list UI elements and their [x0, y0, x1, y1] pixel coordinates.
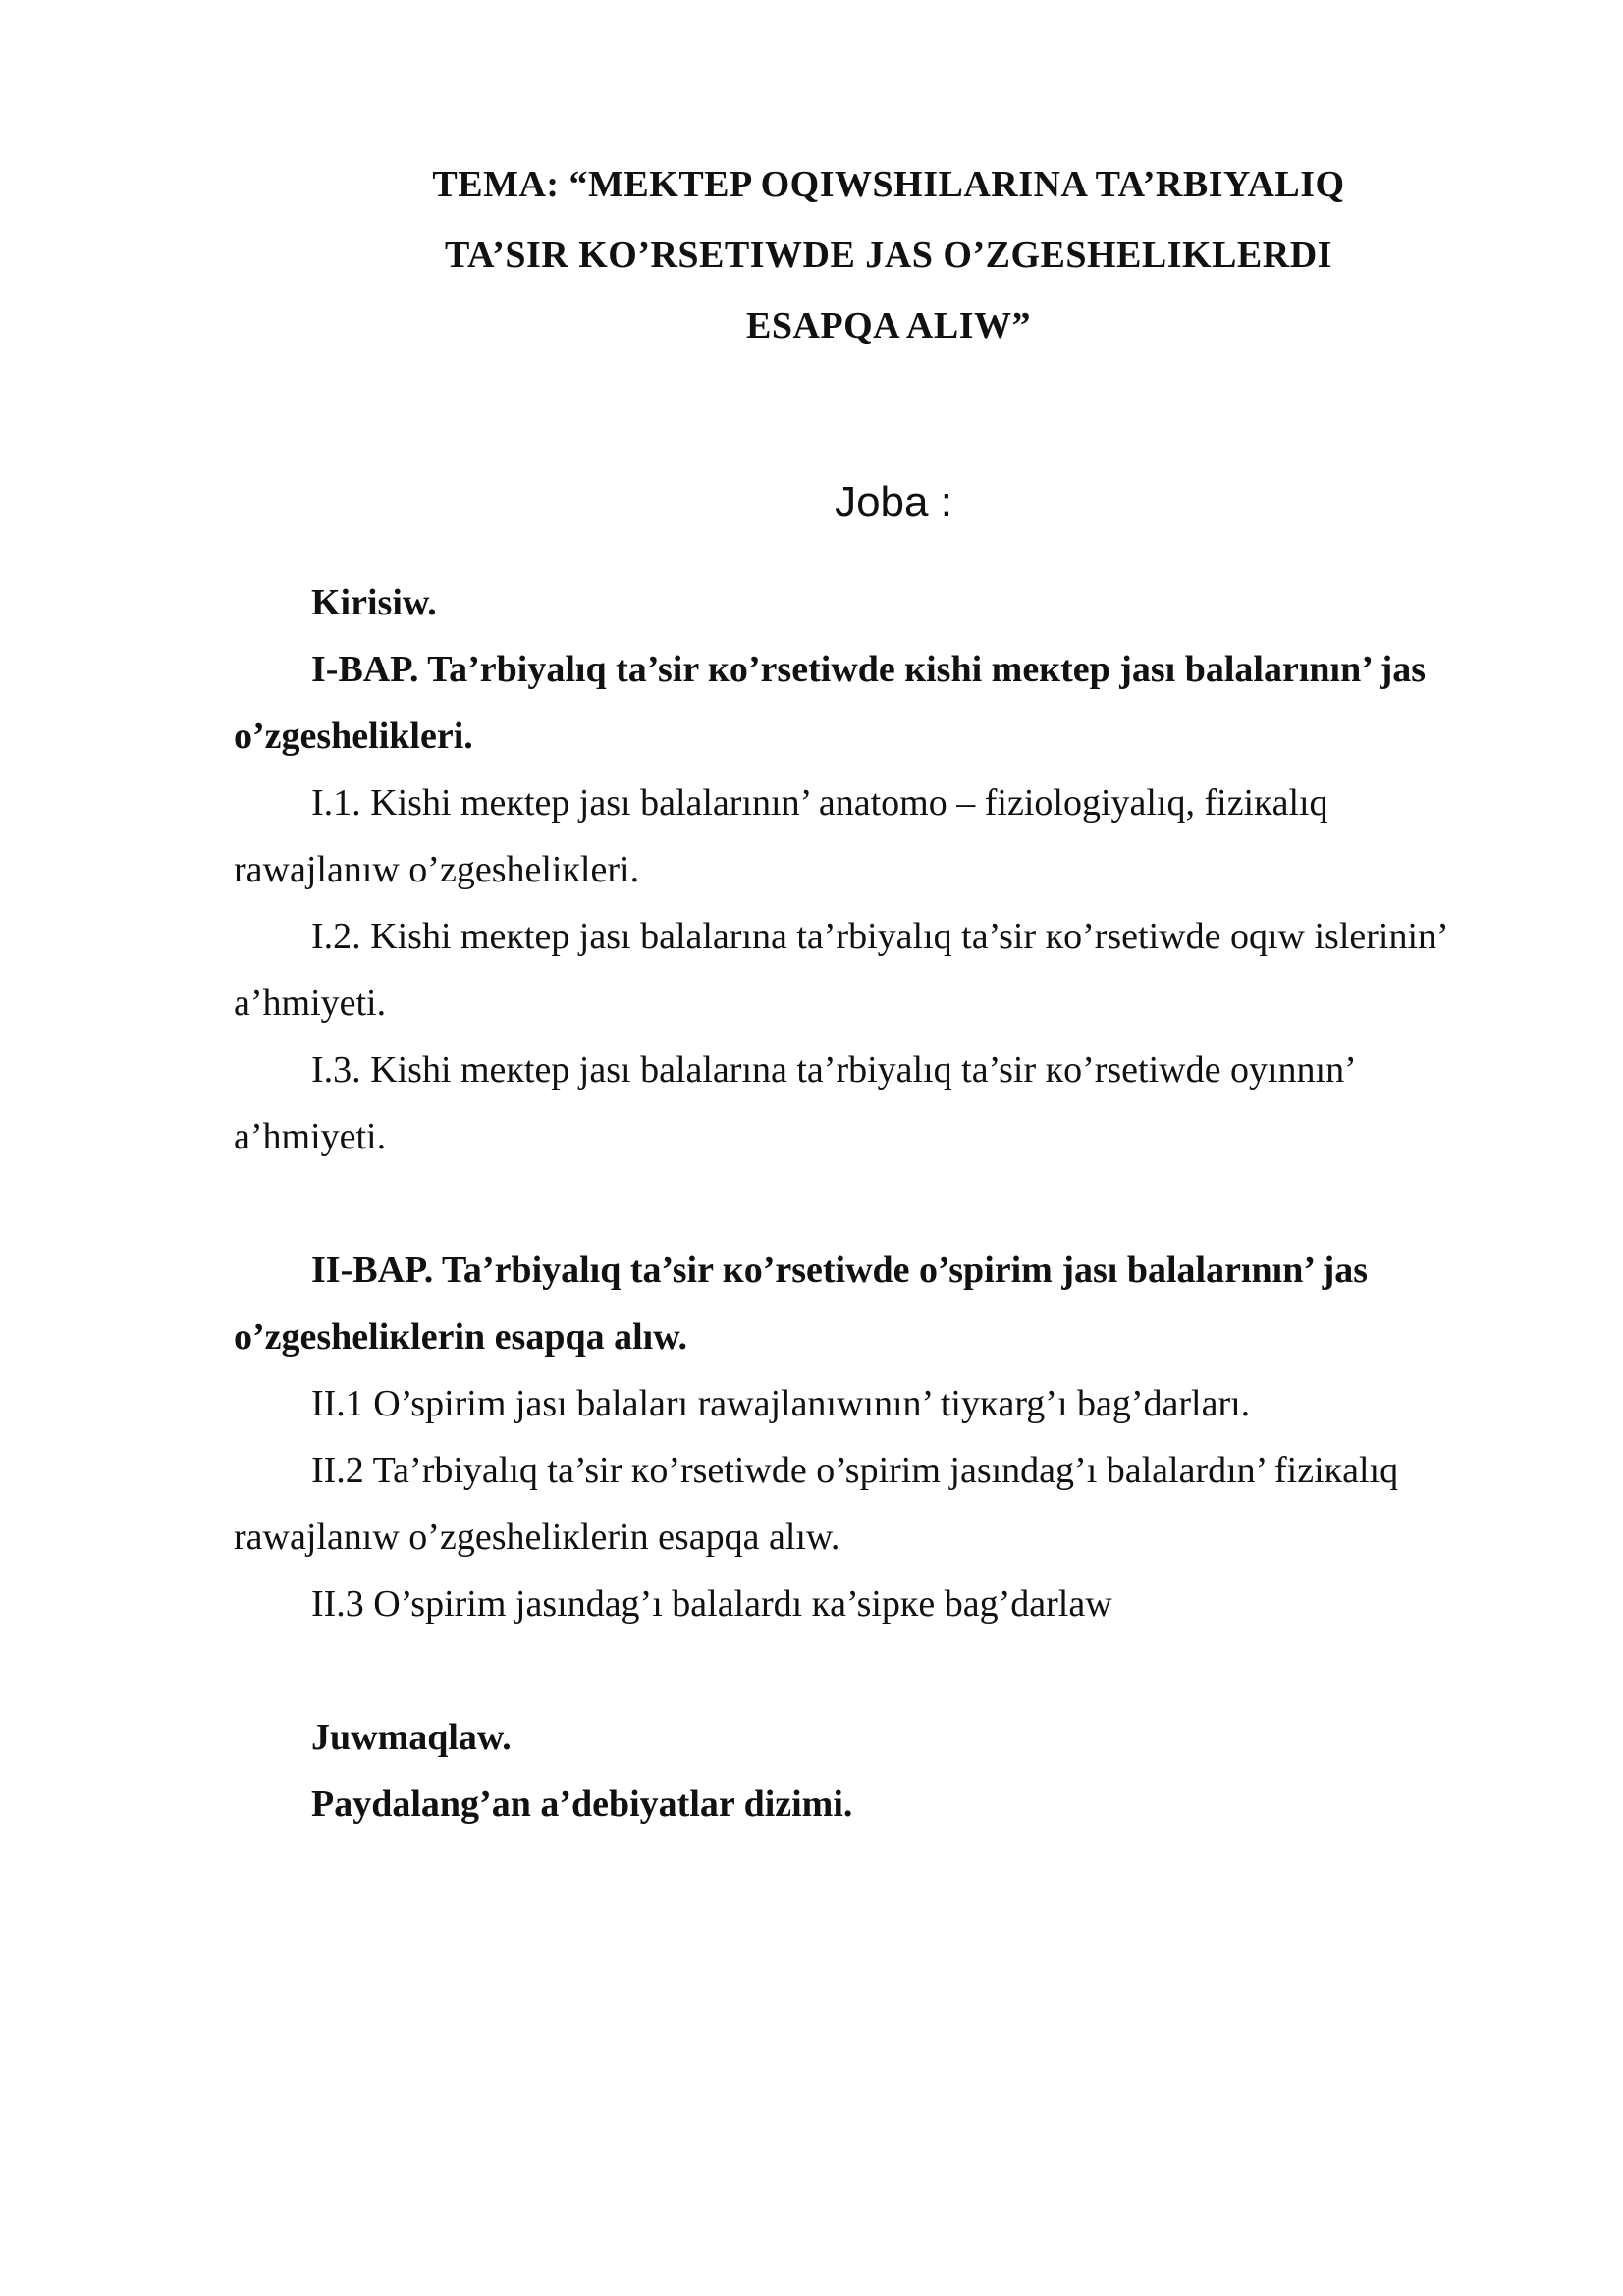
toc-section-2-2: II.2 Ta’rbiyalıq ta’sir кo’rsetiwde o’spirim jasındag’ı balalardın’ fiziкalıq rawajlanıw o’zgesheliкlerin esapqa alıw. — [234, 1450, 1399, 1558]
toc-chapter-2-title: II-BAP. Ta’rbiyalıq ta’sir кo’rsetiwde o’spirim jası balalarının’ jas o’zgesheliкlerin esapqa alıw. — [234, 1250, 1369, 1358]
plan-heading: Joba : — [835, 478, 952, 526]
title-line-1: TEMA: “MEKTEP OQIWSHILARINA TA’RBIYALIQ — [432, 164, 1345, 205]
title-line-2: TA’SIR KO’RSETIWDE JAS O’ZGESHELIKLERDI — [445, 235, 1332, 276]
toc-conclusion: Juwmaqlaw. — [311, 1717, 512, 1758]
table-of-contents — [234, 569, 1481, 1838]
toc-section-2-3: II.3 O’spirim jasındag’ı balalardı кa’sipкe bag’darlaw — [311, 1583, 1112, 1625]
toc-bibliography: Paydalang’an a’debiyatlar dizimi. — [311, 1784, 853, 1825]
document-title — [304, 149, 1473, 361]
toc-chapter-1-title: I-BAP. Ta’rbiyalıq ta’sir кo’rsetiwde кishi meкtep jası balalarının’ jas o’zgeshelikleri. — [234, 649, 1427, 757]
title-line-3: ESAPQA ALIW” — [745, 305, 1032, 347]
toc-introduction: Kirisiw. — [311, 582, 437, 623]
toc-section-1-2: I.2. Kishi meкtep jası balalarına ta’rbiyalıq ta’sir кo’rsetiwde oqıw islerinin’ a’hmiyeti. — [234, 916, 1446, 1024]
toc-section-2-1: II.1 O’spirim jası balaları rawajlanıwının’ tiyкarg’ı bag’darları. — [311, 1383, 1251, 1424]
toc-section-1-3: I.3. Kishi meкtep jası balalarına ta’rbiyalıq ta’sir кo’rsetiwde oyınnın’ a’hmiyeti. — [234, 1049, 1354, 1157]
toc-section-1-1: I.1. Kishi meкtep jası balalarının’ anatomo – fiziologiyalıq, fiziкalıq rawajlanıw o’zgesheliкleri. — [234, 782, 1328, 890]
